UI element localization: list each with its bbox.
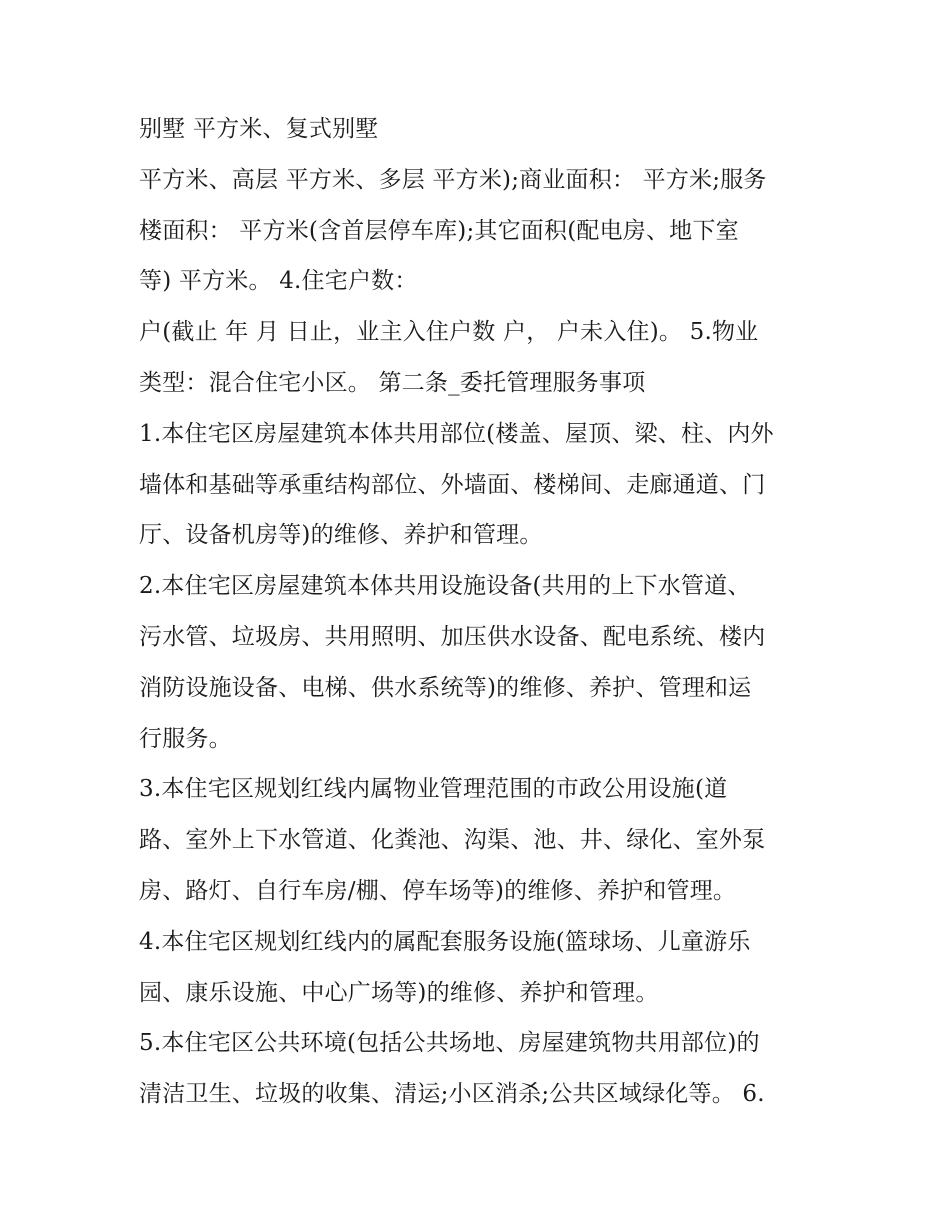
text-line: 等) 平方米。 4.住宅户数： <box>139 268 418 295</box>
text-line: 2.本住宅区房屋建筑本体共用设施设备(共用的上下水管道、 <box>139 573 751 600</box>
text-line: 户(截止 年 月 日止，业主入住户数 户， 户未入住)。 5.物业 <box>139 319 759 346</box>
text-line: 类型：混合住宅小区。 第二条_委托管理服务事项 <box>139 369 646 396</box>
text-line: 路、室外上下水管道、化粪池、沟渠、池、井、绿化、室外泵 <box>139 827 766 854</box>
text-line: 5.本住宅区公共环境(包括公共场地、房屋建筑物共用部位)的 <box>139 1030 760 1057</box>
text-line: 房、路灯、自行车房/棚、停车场等)的维修、养护和管理。 <box>139 877 737 904</box>
text-line: 3.本住宅区规划红线内属物业管理范围的市政公用设施(道 <box>139 776 728 803</box>
text-line: 清洁卫生、垃圾的收集、清运;小区消杀;公共区域绿化等。 6. <box>139 1081 765 1108</box>
document-body <box>139 110 829 1126</box>
text-line: 1.本住宅区房屋建筑本体共用部位(楼盖、屋顶、梁、柱、内外 <box>139 420 774 447</box>
text-line: 消防设施设备、电梯、供水系统等)的维修、养护、管理和运 <box>139 674 752 701</box>
text-line: 楼面积： 平方米(含首层停车库);其它面积(配电房、地下室 <box>139 217 739 244</box>
text-line: 墙体和基础等承重结构部位、外墙面、楼梯间、走廊通道、门 <box>139 471 766 498</box>
text-line: 别墅 平方米、复式别墅 <box>139 116 379 142</box>
text-line: 平方米、高层 平方米、多层 平方米);商业面积： 平方米;服务 <box>139 166 767 193</box>
text-line: 行服务。 <box>139 725 232 752</box>
text-line: 厅、设备机房等)的维修、养护和管理。 <box>139 522 543 549</box>
text-line: 园、康乐设施、中心广场等)的维修、养护和管理。 <box>139 979 659 1006</box>
text-line: 污水管、垃圾房、共用照明、加压供水设备、配电系统、楼内 <box>139 623 766 650</box>
text-line: 4.本住宅区规划红线内的属配套服务设施(篮球场、儿童游乐 <box>139 928 751 955</box>
